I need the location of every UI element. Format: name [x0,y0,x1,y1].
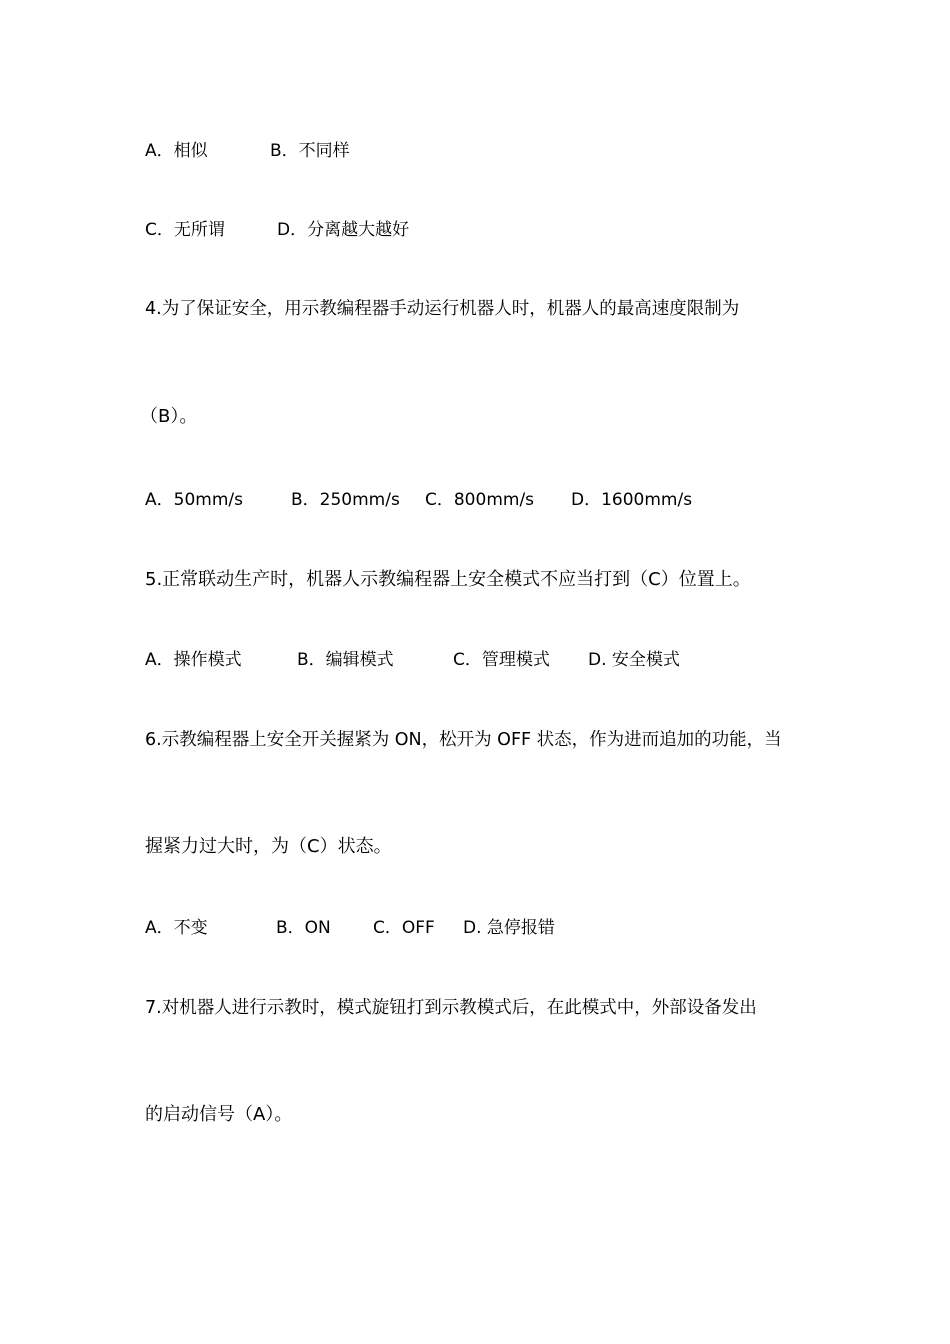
q5-question-line1: 5.正常联动生产时，机器人示教编程器上安全模式不应当打到（C）位置上。 [145,569,751,590]
q3-option-d: D．分离越大越好 [277,220,410,240]
q3-option-b: B．不同样 [270,141,350,161]
q3-option-c: C．无所谓 [145,220,225,240]
q5-option-a: A．操作模式 [145,650,242,670]
q6-option-c: C．OFF [373,918,435,938]
q4-option-a: A．50mm/s [145,490,243,510]
q5-option-c: C．管理模式 [453,650,550,670]
q6-question-line1: 6.示教编程器上安全开关握紧为 ON，松开为 OFF 状态，作为进而追加的功能，当 [145,730,782,750]
q4-question-line2: （B）。 [140,406,198,427]
q6-option-b: B．ON [276,918,331,938]
q6-option-a: A．不变 [145,918,208,938]
q6-option-d: D. 急停报错 [463,918,555,938]
q7-question-line2: 的启动信号（A）。 [145,1104,293,1125]
q4-option-b: B．250mm/s [291,490,400,510]
q4-option-c: C．800mm/s [425,490,535,510]
q5-option-b: B．编辑模式 [297,650,394,670]
q5-option-d: D. 安全模式 [588,650,680,670]
q7-question-line1: 7.对机器人进行示教时，模式旋钮打到示教模式后，在此模式中，外部设备发出 [145,998,757,1018]
q4-option-d: D．1600mm/s [571,490,693,510]
q4-question-line1: 4.为了保证安全，用示教编程器手动运行机器人时，机器人的最高速度限制为 [145,299,740,319]
q6-question-line2: 握紧力过大时，为（C）状态。 [145,836,392,857]
q3-option-a: A．相似 [145,141,208,161]
